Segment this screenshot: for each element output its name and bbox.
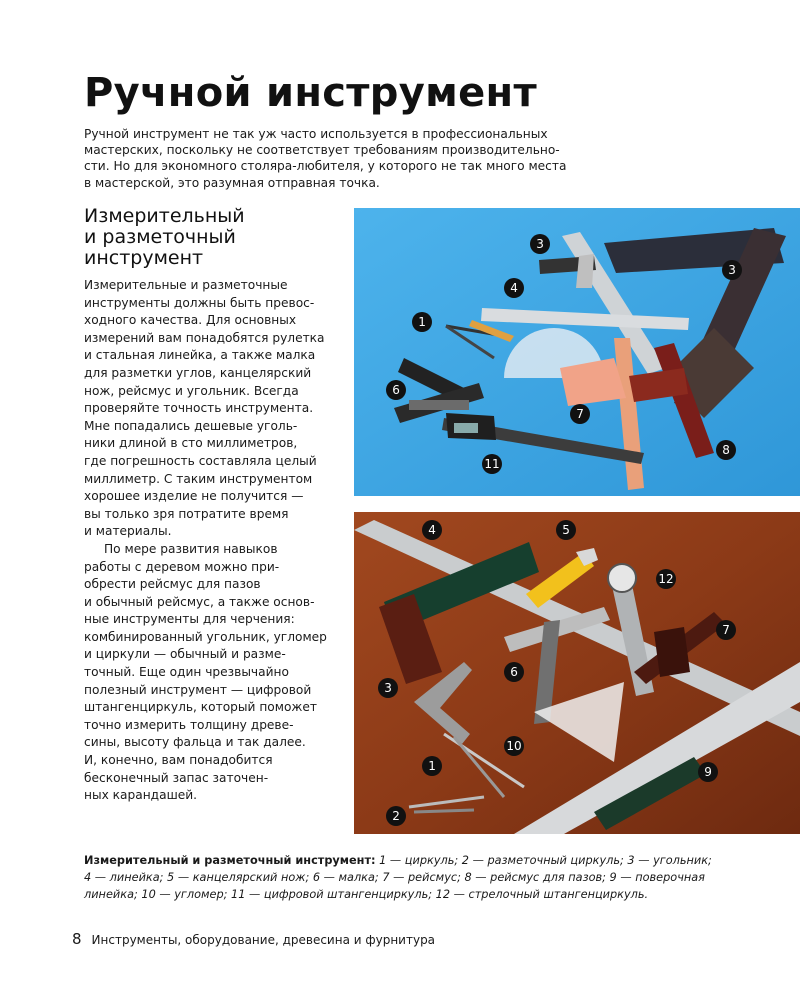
svg-text:11: 11 <box>484 457 500 471</box>
body-line: и материалы. <box>84 524 172 539</box>
body-line: для разметки углов, канцелярский <box>84 365 312 380</box>
photo-label-badge <box>504 736 524 756</box>
svg-text:10: 10 <box>506 739 522 753</box>
section-heading <box>84 206 284 269</box>
svg-text:4: 4 <box>428 523 436 537</box>
photo-label-badge <box>422 756 442 776</box>
section-heading-line: инструмент <box>84 247 204 269</box>
photo-label-badge <box>698 762 718 782</box>
photo-label-badge <box>716 440 736 460</box>
photo-label-badge <box>556 520 576 540</box>
svg-text:8: 8 <box>722 443 730 457</box>
caption-line <box>84 886 734 903</box>
body-line: точный. Еще один чрезвычайно <box>84 665 289 680</box>
body-line: ходного качества. Для основных <box>84 313 297 328</box>
body-line: сины, высоту фальца и так далее. <box>84 735 306 750</box>
photo-label-badge <box>504 278 524 298</box>
page-title: Ручной инструмент <box>84 70 537 116</box>
body-line: полезный инструмент — цифровой <box>84 682 312 697</box>
svg-text:2: 2 <box>392 809 400 823</box>
body-line: нож, рейсмус и угольник. Всегда <box>84 383 299 398</box>
body-text <box>84 277 346 805</box>
photo-label-badge <box>722 260 742 280</box>
photo-label-badge <box>412 312 432 332</box>
body-line: вы только зря потратите время <box>84 506 289 521</box>
photo-label-badge <box>482 454 502 474</box>
svg-text:6: 6 <box>392 383 400 397</box>
svg-text:7: 7 <box>576 407 584 421</box>
body-line: и циркули — обычный и разме- <box>84 647 286 662</box>
page-footer <box>72 930 435 948</box>
running-title: Инструменты, оборудование, древесина и фурнитура <box>91 933 436 947</box>
svg-text:9: 9 <box>704 765 712 779</box>
body-line: измерений вам понадобятся рулетка <box>84 330 325 345</box>
photo-label-badge <box>716 620 736 640</box>
body-line: обрести рейсмус для пазов <box>84 577 261 592</box>
caption-text: 1 — циркуль; 2 — разметочный циркуль; 3 — угольник; <box>375 854 712 867</box>
photo-label-badge <box>656 569 676 589</box>
body-line: Измерительные и разметочные <box>84 278 288 292</box>
intro-paragraph <box>84 126 604 191</box>
body-line: И, конечно, вам понадобится <box>84 753 273 768</box>
intro-line: в мастерской, это разумная отправная точка. <box>84 175 380 190</box>
svg-text:1: 1 <box>428 759 436 773</box>
body-line: комбинированный угольник, угломер <box>84 629 327 644</box>
photo-label-badge <box>530 234 550 254</box>
caption-line <box>84 869 734 886</box>
body-line: работы с деревом можно при- <box>84 559 280 574</box>
photo-tools-wood <box>354 512 800 834</box>
section-heading-line: Измерительный <box>84 205 245 227</box>
body-line: По мере развития навыков <box>104 541 278 556</box>
section-heading-line: и разметочный <box>84 226 236 248</box>
photo-label-badge <box>386 380 406 400</box>
body-line: миллиметр. С таким инструментом <box>84 471 313 486</box>
svg-text:12: 12 <box>658 572 674 586</box>
svg-text:3: 3 <box>536 237 544 251</box>
svg-text:5: 5 <box>562 523 570 537</box>
body-line: бесконечный запас заточен- <box>84 770 269 785</box>
svg-text:6: 6 <box>510 665 518 679</box>
svg-text:4: 4 <box>510 281 518 295</box>
body-line: штангенциркуль, который поможет <box>84 700 317 715</box>
body-line: где погрешность составляла целый <box>84 453 317 468</box>
intro-line: Ручной инструмент не так уж часто используется в профессиональных <box>84 127 548 141</box>
body-line: проверяйте точность инструмента. <box>84 401 314 416</box>
svg-text:3: 3 <box>728 263 736 277</box>
svg-text:7: 7 <box>722 623 730 637</box>
body-line: ные инструменты для черчения: <box>84 612 295 627</box>
caption-title: Измерительный и разметочный инструмент: <box>84 854 376 867</box>
caption-line <box>84 852 734 869</box>
photo-label-badge <box>378 678 398 698</box>
svg-text:1: 1 <box>418 315 426 329</box>
intro-line: сти. Но для экономного столяра-любителя, у которого не так много места <box>84 159 567 174</box>
caption-text: 4 — линейка; 5 — канцелярский нож; 6 — малка; 7 — рейсмус; 8 — рейсмус для пазов; 9 — поверочная <box>84 871 705 884</box>
photo-label-badge <box>386 806 406 826</box>
body-line: хорошее изделие не получится — <box>84 489 304 504</box>
svg-text:3: 3 <box>384 681 392 695</box>
body-line: и обычный рейсмус, а также основ- <box>84 594 315 609</box>
body-line: и стальная линейка, а также малка <box>84 348 316 363</box>
figure-caption <box>84 852 734 903</box>
body-line: ники длиной в сто миллиметров, <box>84 436 298 451</box>
photo-label-badge <box>570 404 590 424</box>
body-line: точно измерить толщину древе- <box>84 717 294 732</box>
caption-text: линейка; 10 — угломер; 11 — цифровой штангенциркуль; 12 — стрелочный штангенциркуль. <box>84 888 649 901</box>
body-line: Мне попадались дешевые уголь- <box>84 418 298 433</box>
photo-tools-blue <box>354 208 800 496</box>
page-number: 8 <box>72 930 82 948</box>
intro-line: мастерских, поскольку не соответствует требованиям производительно- <box>84 143 560 158</box>
body-line: инструменты должны быть превос- <box>84 295 315 310</box>
photo-label-badge <box>422 520 442 540</box>
photo-label-badge <box>504 662 524 682</box>
body-line: ных карандашей. <box>84 788 198 803</box>
